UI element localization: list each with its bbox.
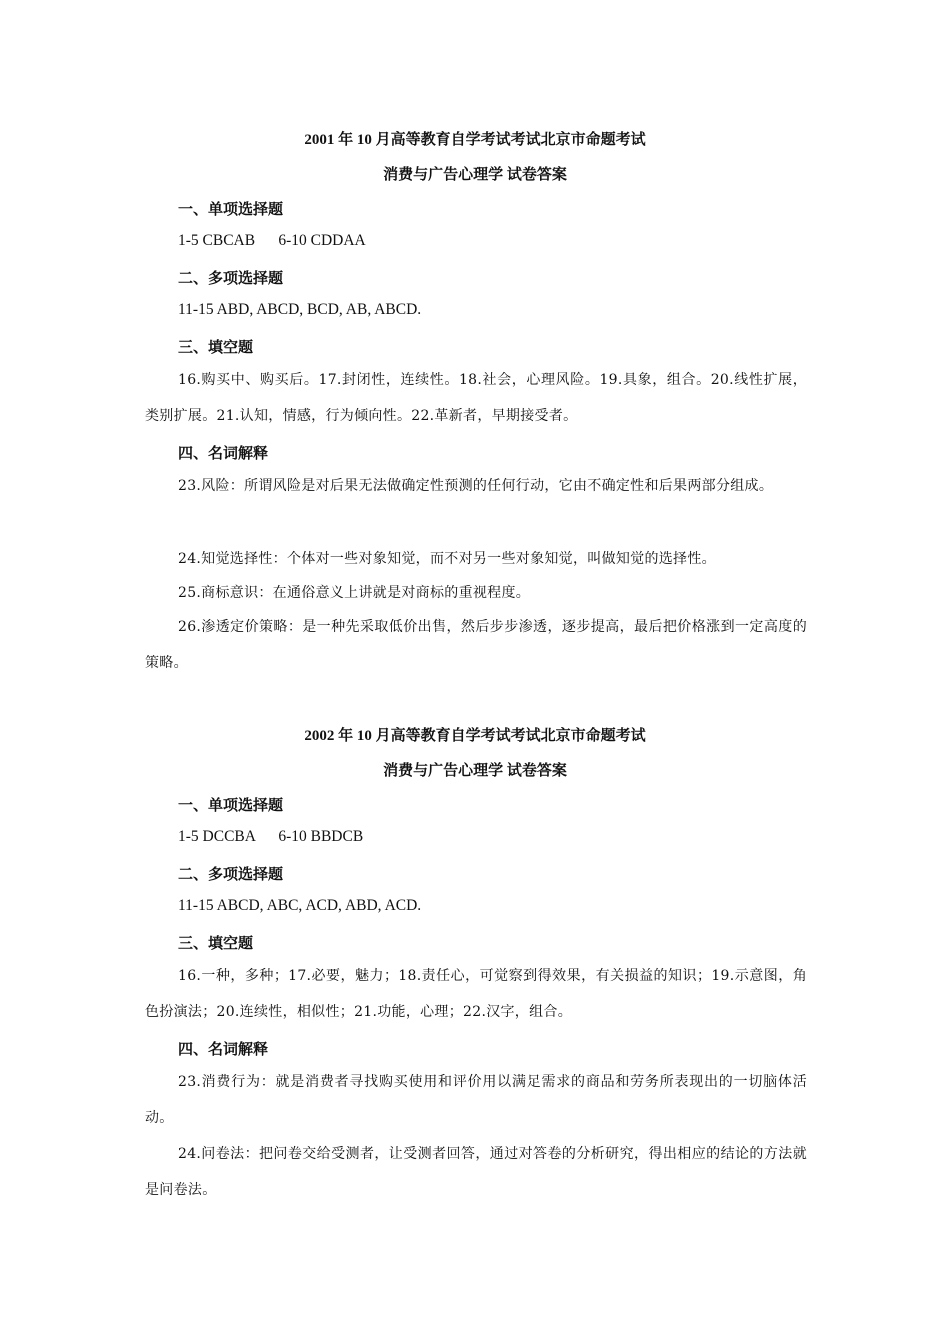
doc1-answers-multiple-choice: 11-15 ABD, ABCD, BCD, AB, ABCD.: [178, 301, 422, 318]
doc1-subtitle: 消费与广告心理学 试卷答案: [383, 167, 567, 183]
doc2-answers-multiple-choice: 11-15 ABCD, ABC, ACD, ABD, ACD.: [178, 897, 422, 914]
doc2-heading-multiple-choice: 二、多项选择题: [178, 865, 284, 883]
doc2-term-23: 23.消费行为：就是消费者寻找购买使用和评价用以满足需求的商品和劳务所表现出的一切脑体活动。: [145, 1074, 807, 1126]
doc1-heading-fill-blank: 三、填空题: [178, 338, 254, 356]
doc2-term-24: 24.问卷法：把问卷交给受测者，让受测者回答，通过对答卷的分析研究，得出相应的结论的方法就是问卷法。: [145, 1146, 807, 1198]
doc1-title: 2001 年 10 月高等教育自学考试考试北京市命题考试: [304, 132, 646, 148]
doc2-heading-fill-blank: 三、填空题: [178, 934, 254, 952]
doc1-term-25: 25.商标意识：在通俗意义上讲就是对商标的重视程度。: [178, 585, 531, 601]
doc1-term-24: 24.知觉选择性：个体对一些对象知觉，而不对另一些对象知觉，叫做知觉的选择性。: [178, 551, 716, 567]
doc1-term-23: 23.风险：所谓风险是对后果无法做确定性预测的任何行动，它由不确定性和后果两部分组成。: [178, 478, 774, 494]
doc1-heading-terms: 四、名词解释: [178, 444, 269, 462]
doc1-answers-single-choice: 1-5 CBCAB 6-10 CDDAA: [178, 232, 366, 249]
doc1-term-26: 26.渗透定价策略：是一种先采取低价出售，然后步步渗透，逐步提高，最后把价格涨到一定高度的策略。: [145, 619, 807, 671]
doc2-heading-terms: 四、名词解释: [178, 1040, 269, 1058]
doc1-heading-multiple-choice: 二、多项选择题: [178, 269, 284, 287]
doc2-answers-fill-blank: 16.一种，多种；17.必要，魅力；18.责任心，可觉察到得效果，有关损益的知识；19.示意图，角色扮演法；20.连续性，相似性；21.功能，心理；22.汉字，组合。: [145, 968, 807, 1020]
doc2-heading-single-choice: 一、单项选择题: [178, 796, 284, 814]
doc1-answers-fill-blank: 16.购买中、购买后。17.封闭性，连续性。18.社会，心理风险。19.具象，组合。20.线性扩展，类别扩展。21.认知，情感，行为倾向性。22.革新者，早期接受者。: [145, 372, 807, 424]
doc2-title: 2002 年 10 月高等教育自学考试考试北京市命题考试: [304, 728, 646, 744]
doc2-answers-single-choice: 1-5 DCCBA 6-10 BBDCB: [178, 828, 364, 845]
doc1-heading-single-choice: 一、单项选择题: [178, 200, 284, 218]
doc2-subtitle: 消费与广告心理学 试卷答案: [383, 763, 567, 779]
